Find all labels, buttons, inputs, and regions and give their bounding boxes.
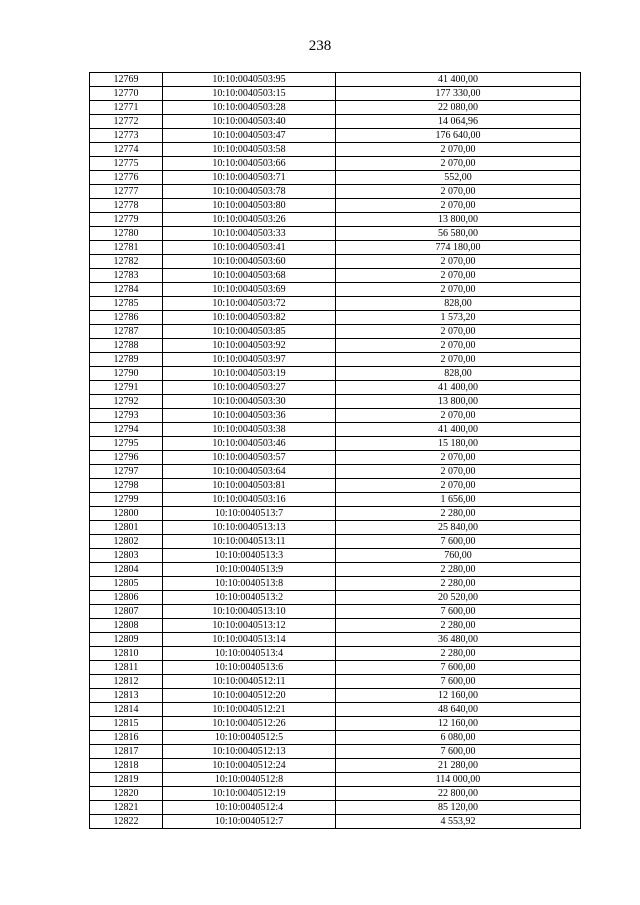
table-row bbox=[90, 409, 581, 423]
row-number-cell: 12819 bbox=[90, 773, 163, 787]
row-number-cell: 12784 bbox=[90, 283, 163, 297]
table-row bbox=[90, 633, 581, 647]
table-row bbox=[90, 647, 581, 661]
cadastral-number-cell: 10:10:0040503:64 bbox=[163, 465, 336, 479]
amount-cell: 20 520,00 bbox=[336, 591, 581, 605]
amount-cell: 2 070,00 bbox=[336, 143, 581, 157]
table-row bbox=[90, 255, 581, 269]
table-row bbox=[90, 507, 581, 521]
amount-cell: 48 640,00 bbox=[336, 703, 581, 717]
table-row bbox=[90, 801, 581, 815]
table-row bbox=[90, 689, 581, 703]
amount-cell: 7 600,00 bbox=[336, 535, 581, 549]
table-row bbox=[90, 759, 581, 773]
table-row bbox=[90, 381, 581, 395]
cadastral-number-cell: 10:10:0040512:7 bbox=[163, 815, 336, 829]
cadastral-number-cell: 10:10:0040512:5 bbox=[163, 731, 336, 745]
cadastral-number-cell: 10:10:0040503:27 bbox=[163, 381, 336, 395]
amount-cell: 2 070,00 bbox=[336, 157, 581, 171]
amount-cell: 41 400,00 bbox=[336, 73, 581, 87]
row-number-cell: 12777 bbox=[90, 185, 163, 199]
amount-cell: 760,00 bbox=[336, 549, 581, 563]
row-number-cell: 12799 bbox=[90, 493, 163, 507]
table-row bbox=[90, 143, 581, 157]
cadastral-number-cell: 10:10:0040503:41 bbox=[163, 241, 336, 255]
table-row bbox=[90, 185, 581, 199]
amount-cell: 7 600,00 bbox=[336, 661, 581, 675]
amount-cell: 85 120,00 bbox=[336, 801, 581, 815]
amount-cell: 2 070,00 bbox=[336, 465, 581, 479]
table-row bbox=[90, 591, 581, 605]
row-number-cell: 12789 bbox=[90, 353, 163, 367]
row-number-cell: 12792 bbox=[90, 395, 163, 409]
amount-cell: 22 800,00 bbox=[336, 787, 581, 801]
amount-cell: 12 160,00 bbox=[336, 717, 581, 731]
row-number-cell: 12775 bbox=[90, 157, 163, 171]
cadastral-number-cell: 10:10:0040513:4 bbox=[163, 647, 336, 661]
table-row bbox=[90, 325, 581, 339]
registry-table-body bbox=[90, 73, 581, 829]
row-number-cell: 12805 bbox=[90, 577, 163, 591]
amount-cell: 22 080,00 bbox=[336, 101, 581, 115]
table-row bbox=[90, 577, 581, 591]
amount-cell: 2 280,00 bbox=[336, 577, 581, 591]
registry-table bbox=[89, 72, 581, 829]
amount-cell: 2 070,00 bbox=[336, 325, 581, 339]
table-row bbox=[90, 521, 581, 535]
cadastral-number-cell: 10:10:0040512:13 bbox=[163, 745, 336, 759]
cadastral-number-cell: 10:10:0040503:28 bbox=[163, 101, 336, 115]
cadastral-number-cell: 10:10:0040503:57 bbox=[163, 451, 336, 465]
cadastral-number-cell: 10:10:0040503:47 bbox=[163, 129, 336, 143]
row-number-cell: 12812 bbox=[90, 675, 163, 689]
row-number-cell: 12773 bbox=[90, 129, 163, 143]
amount-cell: 13 800,00 bbox=[336, 213, 581, 227]
row-number-cell: 12820 bbox=[90, 787, 163, 801]
amount-cell: 1 573,20 bbox=[336, 311, 581, 325]
amount-cell: 2 070,00 bbox=[336, 199, 581, 213]
row-number-cell: 12781 bbox=[90, 241, 163, 255]
cadastral-number-cell: 10:10:0040512:8 bbox=[163, 773, 336, 787]
table-row bbox=[90, 815, 581, 829]
cadastral-number-cell: 10:10:0040503:30 bbox=[163, 395, 336, 409]
table-row bbox=[90, 479, 581, 493]
table-row bbox=[90, 465, 581, 479]
cadastral-number-cell: 10:10:0040503:46 bbox=[163, 437, 336, 451]
cadastral-number-cell: 10:10:0040503:36 bbox=[163, 409, 336, 423]
table-row bbox=[90, 717, 581, 731]
cadastral-number-cell: 10:10:0040503:15 bbox=[163, 87, 336, 101]
amount-cell: 14 064,96 bbox=[336, 115, 581, 129]
amount-cell: 828,00 bbox=[336, 297, 581, 311]
amount-cell: 36 480,00 bbox=[336, 633, 581, 647]
table-row bbox=[90, 199, 581, 213]
row-number-cell: 12798 bbox=[90, 479, 163, 493]
row-number-cell: 12771 bbox=[90, 101, 163, 115]
amount-cell: 7 600,00 bbox=[336, 745, 581, 759]
row-number-cell: 12803 bbox=[90, 549, 163, 563]
cadastral-number-cell: 10:10:0040512:11 bbox=[163, 675, 336, 689]
amount-cell: 2 280,00 bbox=[336, 563, 581, 577]
table-row bbox=[90, 661, 581, 675]
page-number: 238 bbox=[308, 38, 332, 54]
row-number-cell: 12800 bbox=[90, 507, 163, 521]
cadastral-number-cell: 10:10:0040503:19 bbox=[163, 367, 336, 381]
table-row bbox=[90, 451, 581, 465]
amount-cell: 25 840,00 bbox=[336, 521, 581, 535]
amount-cell: 13 800,00 bbox=[336, 395, 581, 409]
row-number-cell: 12794 bbox=[90, 423, 163, 437]
table-row bbox=[90, 395, 581, 409]
table-row bbox=[90, 745, 581, 759]
table-row bbox=[90, 101, 581, 115]
amount-cell: 2 280,00 bbox=[336, 647, 581, 661]
cadastral-number-cell: 10:10:0040512:24 bbox=[163, 759, 336, 773]
cadastral-number-cell: 10:10:0040503:69 bbox=[163, 283, 336, 297]
table-row bbox=[90, 241, 581, 255]
row-number-cell: 12783 bbox=[90, 269, 163, 283]
table-row bbox=[90, 703, 581, 717]
table-row bbox=[90, 437, 581, 451]
row-number-cell: 12785 bbox=[90, 297, 163, 311]
table-row bbox=[90, 297, 581, 311]
amount-cell: 828,00 bbox=[336, 367, 581, 381]
cadastral-number-cell: 10:10:0040503:82 bbox=[163, 311, 336, 325]
row-number-cell: 12786 bbox=[90, 311, 163, 325]
row-number-cell: 12797 bbox=[90, 465, 163, 479]
table-row bbox=[90, 311, 581, 325]
row-number-cell: 12782 bbox=[90, 255, 163, 269]
cadastral-number-cell: 10:10:0040503:78 bbox=[163, 185, 336, 199]
cadastral-number-cell: 10:10:0040512:20 bbox=[163, 689, 336, 703]
cadastral-number-cell: 10:10:0040503:72 bbox=[163, 297, 336, 311]
row-number-cell: 12817 bbox=[90, 745, 163, 759]
amount-cell: 4 553,92 bbox=[336, 815, 581, 829]
cadastral-number-cell: 10:10:0040513:11 bbox=[163, 535, 336, 549]
row-number-cell: 12802 bbox=[90, 535, 163, 549]
row-number-cell: 12810 bbox=[90, 647, 163, 661]
cadastral-number-cell: 10:10:0040503:97 bbox=[163, 353, 336, 367]
amount-cell: 114 000,00 bbox=[336, 773, 581, 787]
row-number-cell: 12806 bbox=[90, 591, 163, 605]
amount-cell: 7 600,00 bbox=[336, 675, 581, 689]
row-number-cell: 12772 bbox=[90, 115, 163, 129]
amount-cell: 2 070,00 bbox=[336, 255, 581, 269]
row-number-cell: 12795 bbox=[90, 437, 163, 451]
table-row bbox=[90, 367, 581, 381]
table-row bbox=[90, 87, 581, 101]
amount-cell: 2 070,00 bbox=[336, 185, 581, 199]
amount-cell: 2 070,00 bbox=[336, 339, 581, 353]
row-number-cell: 12801 bbox=[90, 521, 163, 535]
table-row bbox=[90, 605, 581, 619]
cadastral-number-cell: 10:10:0040503:92 bbox=[163, 339, 336, 353]
cadastral-number-cell: 10:10:0040503:26 bbox=[163, 213, 336, 227]
row-number-cell: 12778 bbox=[90, 199, 163, 213]
row-number-cell: 12813 bbox=[90, 689, 163, 703]
cadastral-number-cell: 10:10:0040503:80 bbox=[163, 199, 336, 213]
cadastral-number-cell: 10:10:0040513:7 bbox=[163, 507, 336, 521]
table-row bbox=[90, 773, 581, 787]
amount-cell: 2 070,00 bbox=[336, 353, 581, 367]
row-number-cell: 12821 bbox=[90, 801, 163, 815]
row-number-cell: 12793 bbox=[90, 409, 163, 423]
cadastral-number-cell: 10:10:0040512:21 bbox=[163, 703, 336, 717]
amount-cell: 15 180,00 bbox=[336, 437, 581, 451]
table-row bbox=[90, 563, 581, 577]
row-number-cell: 12776 bbox=[90, 171, 163, 185]
cadastral-number-cell: 10:10:0040503:38 bbox=[163, 423, 336, 437]
table-row bbox=[90, 269, 581, 283]
amount-cell: 12 160,00 bbox=[336, 689, 581, 703]
row-number-cell: 12811 bbox=[90, 661, 163, 675]
row-number-cell: 12769 bbox=[90, 73, 163, 87]
cadastral-number-cell: 10:10:0040503:68 bbox=[163, 269, 336, 283]
row-number-cell: 12790 bbox=[90, 367, 163, 381]
row-number-cell: 12770 bbox=[90, 87, 163, 101]
amount-cell: 21 280,00 bbox=[336, 759, 581, 773]
cadastral-number-cell: 10:10:0040513:12 bbox=[163, 619, 336, 633]
table-row bbox=[90, 213, 581, 227]
table-row bbox=[90, 157, 581, 171]
cadastral-number-cell: 10:10:0040503:85 bbox=[163, 325, 336, 339]
cadastral-number-cell: 10:10:0040503:95 bbox=[163, 73, 336, 87]
row-number-cell: 12780 bbox=[90, 227, 163, 241]
amount-cell: 2 070,00 bbox=[336, 451, 581, 465]
cadastral-number-cell: 10:10:0040503:16 bbox=[163, 493, 336, 507]
table-row bbox=[90, 171, 581, 185]
table-row bbox=[90, 283, 581, 297]
row-number-cell: 12787 bbox=[90, 325, 163, 339]
row-number-cell: 12814 bbox=[90, 703, 163, 717]
amount-cell: 552,00 bbox=[336, 171, 581, 185]
cadastral-number-cell: 10:10:0040503:66 bbox=[163, 157, 336, 171]
cadastral-number-cell: 10:10:0040512:4 bbox=[163, 801, 336, 815]
table-row bbox=[90, 731, 581, 745]
amount-cell: 2 070,00 bbox=[336, 269, 581, 283]
table-row bbox=[90, 115, 581, 129]
row-number-cell: 12815 bbox=[90, 717, 163, 731]
row-number-cell: 12791 bbox=[90, 381, 163, 395]
amount-cell: 2 280,00 bbox=[336, 619, 581, 633]
cadastral-number-cell: 10:10:0040513:2 bbox=[163, 591, 336, 605]
row-number-cell: 12818 bbox=[90, 759, 163, 773]
table-row bbox=[90, 675, 581, 689]
table-row bbox=[90, 129, 581, 143]
amount-cell: 7 600,00 bbox=[336, 605, 581, 619]
row-number-cell: 12774 bbox=[90, 143, 163, 157]
row-number-cell: 12816 bbox=[90, 731, 163, 745]
cadastral-number-cell: 10:10:0040513:13 bbox=[163, 521, 336, 535]
amount-cell: 2 070,00 bbox=[336, 283, 581, 297]
row-number-cell: 12809 bbox=[90, 633, 163, 647]
cadastral-number-cell: 10:10:0040503:33 bbox=[163, 227, 336, 241]
table-row bbox=[90, 493, 581, 507]
amount-cell: 41 400,00 bbox=[336, 381, 581, 395]
amount-cell: 6 080,00 bbox=[336, 731, 581, 745]
table-row bbox=[90, 535, 581, 549]
amount-cell: 41 400,00 bbox=[336, 423, 581, 437]
cadastral-number-cell: 10:10:0040503:60 bbox=[163, 255, 336, 269]
amount-cell: 774 180,00 bbox=[336, 241, 581, 255]
cadastral-number-cell: 10:10:0040513:10 bbox=[163, 605, 336, 619]
row-number-cell: 12788 bbox=[90, 339, 163, 353]
cadastral-number-cell: 10:10:0040513:6 bbox=[163, 661, 336, 675]
table-row bbox=[90, 549, 581, 563]
table-row bbox=[90, 787, 581, 801]
amount-cell: 2 070,00 bbox=[336, 409, 581, 423]
cadastral-number-cell: 10:10:0040503:40 bbox=[163, 115, 336, 129]
cadastral-number-cell: 10:10:0040503:58 bbox=[163, 143, 336, 157]
cadastral-number-cell: 10:10:0040503:81 bbox=[163, 479, 336, 493]
row-number-cell: 12808 bbox=[90, 619, 163, 633]
amount-cell: 176 640,00 bbox=[336, 129, 581, 143]
cadastral-number-cell: 10:10:0040512:26 bbox=[163, 717, 336, 731]
row-number-cell: 12822 bbox=[90, 815, 163, 829]
cadastral-number-cell: 10:10:0040513:8 bbox=[163, 577, 336, 591]
table-row bbox=[90, 73, 581, 87]
row-number-cell: 12796 bbox=[90, 451, 163, 465]
cadastral-number-cell: 10:10:0040512:19 bbox=[163, 787, 336, 801]
table-row bbox=[90, 339, 581, 353]
table-row bbox=[90, 619, 581, 633]
cadastral-number-cell: 10:10:0040513:3 bbox=[163, 549, 336, 563]
amount-cell: 2 070,00 bbox=[336, 479, 581, 493]
table-row bbox=[90, 353, 581, 367]
row-number-cell: 12804 bbox=[90, 563, 163, 577]
cadastral-number-cell: 10:10:0040513:9 bbox=[163, 563, 336, 577]
amount-cell: 56 580,00 bbox=[336, 227, 581, 241]
table-row bbox=[90, 227, 581, 241]
amount-cell: 2 280,00 bbox=[336, 507, 581, 521]
amount-cell: 1 656,00 bbox=[336, 493, 581, 507]
row-number-cell: 12807 bbox=[90, 605, 163, 619]
amount-cell: 177 330,00 bbox=[336, 87, 581, 101]
table-row bbox=[90, 423, 581, 437]
cadastral-number-cell: 10:10:0040503:71 bbox=[163, 171, 336, 185]
cadastral-number-cell: 10:10:0040513:14 bbox=[163, 633, 336, 647]
row-number-cell: 12779 bbox=[90, 213, 163, 227]
